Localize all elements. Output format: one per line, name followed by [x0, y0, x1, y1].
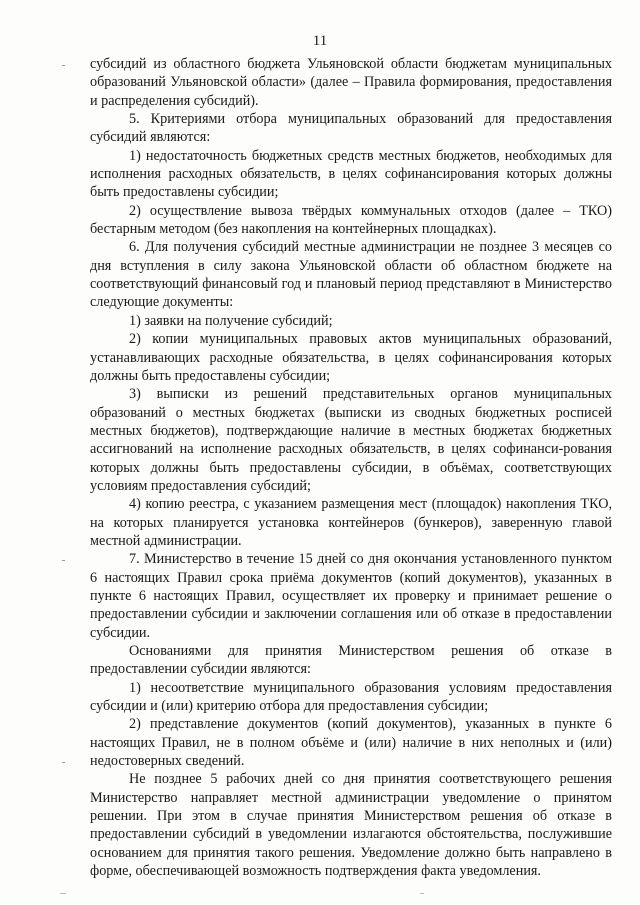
paragraph: 1) заявки на получение субсидий;	[129, 312, 333, 329]
paragraph: 1) недостаточность бюджетных средств местных бюджетов, необходимых для исполнения расходных обязательств, в целях софинансирования которых должны быть предоставлены субсидии;	[90, 147, 612, 201]
paragraph: 3) выписки из решений представительных органов муниципальных образований о местных бюджетах (выписки из сводных бюджетных росписей местных бюджетов), подтверждающие наличие в местных бюджетах бюджетных ассигнований на исполнение расходных обязательств, в целях софинанси-рования которых должны быть предоставлены субсидии, в объёмах, соответствующих условиям предоставления субсидий;	[90, 386, 612, 494]
scan-mark	[62, 762, 65, 763]
paragraph: субсидий из областного бюджета Ульяновской области бюджетам муниципальных образований Ульяновской области» (далее – Правила формирования, предоставления и распределения субсидий).	[90, 56, 612, 109]
scan-mark	[62, 65, 65, 66]
scan-mark	[60, 893, 66, 894]
paragraph: 1) несоответствие муниципального образования условиям предоставления субсидии и (или) критерию отбора для предоставления субсидии;	[90, 679, 612, 715]
paragraph: 2) осуществление вывоза твёрдых коммунальных отходов (далее – ТКО) бестарным методом (без накопления на контейнерных площадках).	[90, 202, 612, 238]
paragraph: Не позднее 5 рабочих дней со дня принятия соответствующего решения Министерство направляет местной администрации уведомление о принятом решении. При этом в случае принятия Министерством решения об отказе в предоставлении субсидий в уведомлении излагаются обстоятельства, послужившие основанием для принятия такого решения. Уведомление должно быть направлено в форме, обеспечивающей возможность подтверждения факта уведомления.	[90, 771, 612, 880]
paragraph: Основаниями для принятия Министерством решения об отказе в предоставлении субсидии являются:	[90, 643, 612, 678]
page-number: 11	[312, 33, 328, 49]
paragraph: 6. Для получения субсидий местные администрации не позднее 3 месяцев со дня вступления в силу закона Ульяновской области об областном бюджете на соответствующий финансовый год и плановый период представляют в Министерство следующие документы:	[90, 239, 612, 311]
paragraph: 2) представление документов (копий документов), указанных в пункте 6 настоящих Правил, не в полном объёме и (или) наличие в них неполных и (или) недостоверных сведений.	[90, 716, 612, 770]
paragraph: 5. Критериями отбора муниципальных образований для предоставления субсидий являются:	[90, 111, 612, 146]
paragraph: 2) копии муниципальных правовых актов муниципальных образований, устанавливающих расходные обязательства, в целях софинансирования которых должны быть предоставлены субсидии;	[90, 331, 612, 384]
scan-mark	[62, 560, 65, 561]
scan-mark	[420, 893, 424, 894]
paragraph: 4) копию реестра, с указанием размещения мест (площадок) накопления ТКО, на которых планируется установка контейнеров (бункеров), заверенную главой местной администрации.	[90, 496, 612, 549]
paragraph: 7. Министерство в течение 15 дней со дня окончания установленного пунктом 6 настоящих Правил срока приёма документов (копий документов), указанных в пункте 6 настоящих Правил, осуществляет их проверку и принимает решение о предоставлении субсидии и заключении соглашения или об отказе в предоставлении субсидии.	[90, 551, 612, 641]
document-body	[90, 55, 612, 880]
